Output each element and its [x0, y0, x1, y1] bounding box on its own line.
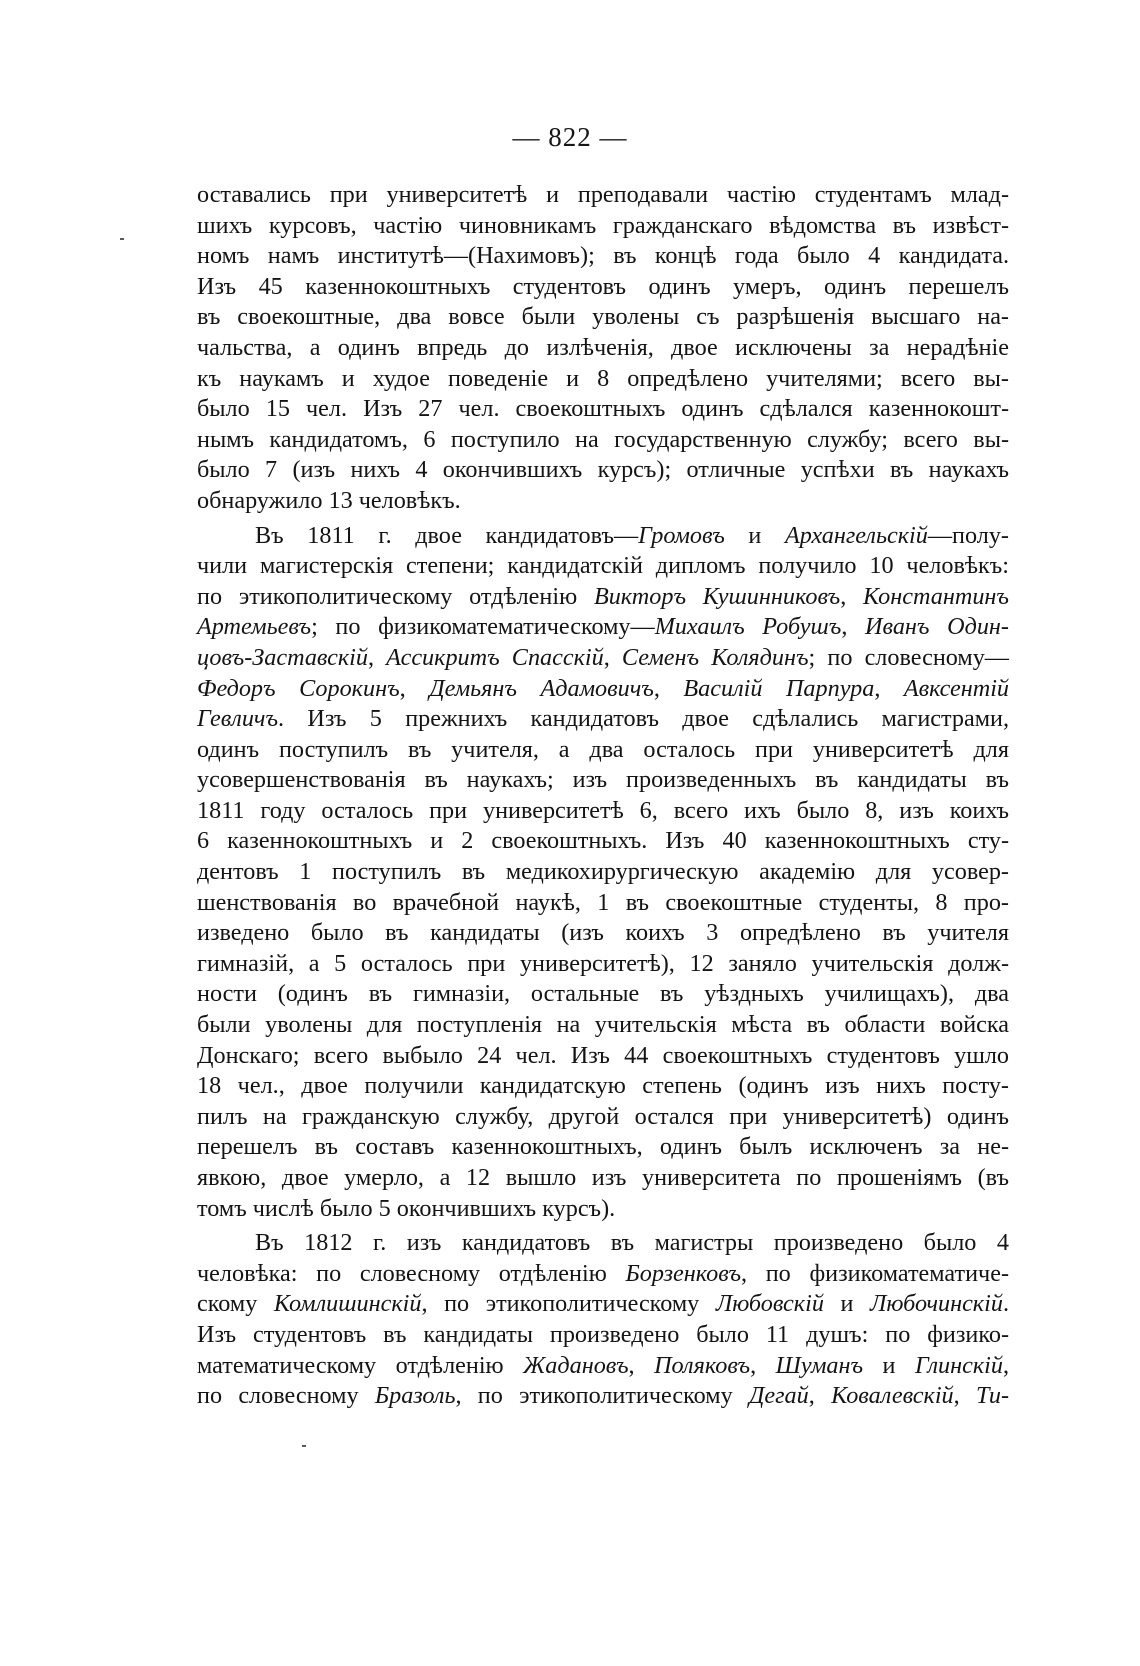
- text-line: явкою, двое умерло, а 12 вышло изъ университета по прошеніямъ (въ: [197, 1164, 1009, 1191]
- text-line: шенствованія во врачебной наукѣ, 1 въ своекоштные студенты, 8 про-: [197, 888, 1009, 916]
- text-line: одинъ поступилъ въ учителя, а два осталось при университетѣ для: [197, 735, 1009, 763]
- body-text: [197, 180, 1009, 1412]
- text-line: нымъ кандидатомъ, 6 поступило на государственную службу; всего вы-: [197, 425, 1009, 453]
- paragraph-2: [197, 521, 1009, 1225]
- text-line: чили магистерскія степени; кандидатскій дипломъ получило 10 человѣкъ:: [197, 552, 1009, 580]
- paragraph-3: [197, 1228, 1009, 1412]
- text-line: шихъ курсовъ, частію чиновникамъ гражданскаго вѣдомства въ извѣст-: [197, 211, 1009, 239]
- text-line: по этикополитическому отдѣленію Викторъ Кушинниковъ, Константинъ: [197, 582, 1009, 610]
- text-line: цовъ-Заставскій, Ассикритъ Спасскій, Семенъ Колядинъ; по словесному—: [197, 643, 1009, 671]
- text-line: математическому отдѣленію Жадановъ, Поляковъ, Шуманъ и Глинскій,: [197, 1351, 1010, 1379]
- text-line: Артемьевъ; по физикоматематическому—Михаилъ Робушъ, Иванъ Один-: [197, 613, 1009, 641]
- text-line: Гевличъ. Изъ 5 прежнихъ кандидатовъ двое сдѣлались магистрами,: [197, 705, 1009, 733]
- text-line: Въ 1812 г. изъ кандидатовъ въ магистры произведено было 4: [255, 1229, 1009, 1257]
- text-line: томъ числѣ было 5 окончившихъ курсъ).: [197, 1194, 616, 1222]
- text-line: перешелъ въ составъ казеннокоштныхъ, одинъ былъ исключенъ за не-: [197, 1133, 1009, 1161]
- paragraph-1: [197, 180, 1009, 517]
- text-line: пилъ на гражданскую службу, другой остался при университетѣ) одинъ: [197, 1102, 1009, 1130]
- text-line: по словесному Бразоль, по этикополитическому Дегай, Ковалевскій, Ти-: [197, 1382, 1010, 1410]
- text-line: въ своекоштные, два вовсе были уволены съ разрѣшенія высшаго на-: [197, 303, 1009, 331]
- text-line: человѣка: по словесному отдѣленію Борзенковъ, по физикоматематиче-: [197, 1259, 1009, 1287]
- text-line: были уволены для поступленія на учительскія мѣста въ области войска: [197, 1011, 1009, 1039]
- text-line: усовершенствованія въ наукахъ; изъ произведенныхъ въ кандидаты въ: [197, 766, 1009, 794]
- scan-speck: [302, 1445, 306, 1447]
- text-line: къ наукамъ и худое поведеніе и 8 опредѣлено учителями; всего вы-: [197, 364, 1009, 392]
- text-line: дентовъ 1 поступилъ въ медикохирургическую академію для усовер-: [197, 858, 1009, 886]
- text-line: 6 казеннокоштныхъ и 2 своекоштныхъ. Изъ 40 казеннокоштныхъ сту-: [197, 827, 1009, 855]
- text-line: было 7 (изъ нихъ 4 окончившихъ курсъ); отличные успѣхи въ наукахъ: [197, 456, 1009, 484]
- text-line: скому Комлишинскій, по этикополитическому Любовскій и Любочинскій.: [197, 1290, 1009, 1318]
- text-line: Изъ 45 казеннокоштныхъ студентовъ одинъ умеръ, одинъ перешелъ: [197, 272, 1009, 300]
- text-line: Въ 1811 г. двое кандидатовъ—Громовъ и Архангельскій—полу-: [255, 521, 1009, 549]
- text-line: гимназій, а 5 осталось при университетѣ), 12 заняло учительскія долж-: [197, 949, 1009, 977]
- text-line: обнаружило 13 человѣкъ.: [197, 486, 461, 514]
- text-line: чальства, а одинъ впредь до излѣченія, двое исключены за нерадѣніе: [197, 333, 1009, 361]
- text-line: оставались при университетѣ и преподавали частію студентамъ млад-: [197, 181, 1009, 208]
- text-line: изведено было въ кандидаты (изъ коихъ 3 опредѣлено въ учителя: [197, 919, 1009, 947]
- text-line: Федоръ Сорокинъ, Демьянъ Адамовичъ, Василій Парпура, Авксентій: [197, 674, 1010, 702]
- text-line: было 15 чел. Изъ 27 чел. своекоштныхъ одинъ сдѣлался казеннокошт-: [197, 395, 1009, 423]
- text-line: Изъ студентовъ въ кандидаты произведено было 11 душъ: по физико-: [197, 1320, 1009, 1348]
- text-line: 18 чел., двое получили кандидатскую степень (одинъ изъ нихъ посту-: [197, 1072, 1009, 1100]
- scan-speck: [120, 238, 124, 240]
- text-line: номъ намъ институтѣ—(Нахимовъ); въ концѣ года было 4 кандидата.: [197, 242, 1009, 270]
- page-number: — 822 —: [512, 122, 628, 152]
- text-line: ности (одинъ въ гимназіи, остальные въ уѣздныхъ училищахъ), два: [197, 980, 1009, 1008]
- text-line: 1811 году осталось при университетѣ 6, всего ихъ было 8, изъ коихъ: [197, 796, 1009, 824]
- text-line: Донскаго; всего выбыло 24 чел. Изъ 44 своекоштныхъ студентовъ ушло: [197, 1041, 1009, 1069]
